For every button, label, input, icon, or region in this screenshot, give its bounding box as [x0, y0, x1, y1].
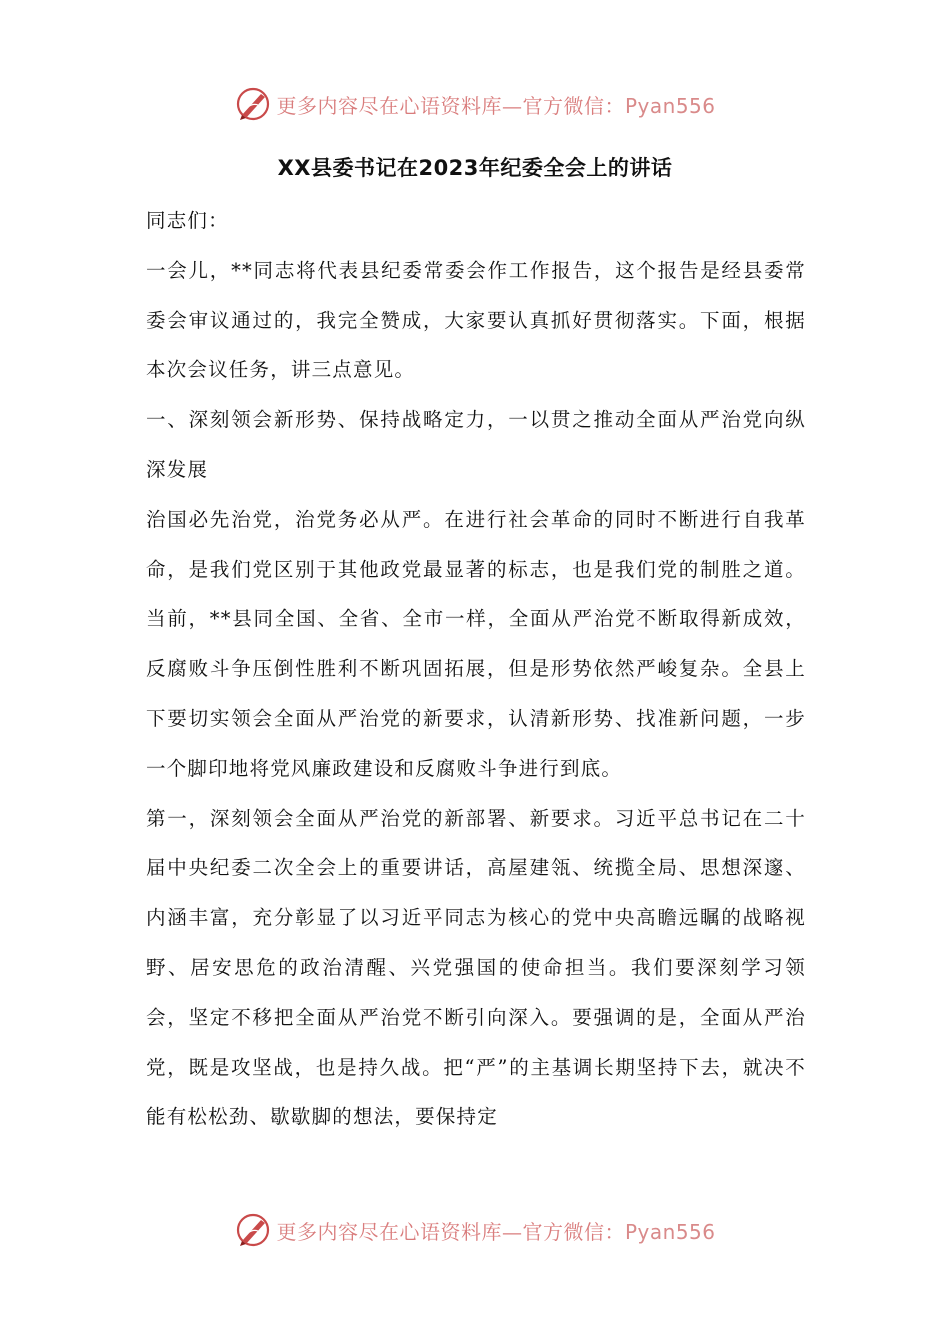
paragraph-intro: 一会儿，**同志将代表县纪委常委会作工作报告，这个报告是经县委常委会审议通过的，我完全赞成，大家要认真抓好贯彻落实。下面，根据本次会议任务，讲三点意见。 [146, 258, 806, 382]
pen-circle-logo-icon [234, 1211, 272, 1249]
pen-circle-logo-icon [234, 85, 272, 123]
paragraph-body: 治国必先治党，治党务必从严。在进行社会革命的同时不断进行自我革命，是我们党区别于其他政党最显著的标志，也是我们党的制胜之道。当前，**县同全国、全省、全市一样，全面从严治党不断取得新成效，反腐败斗争压倒性胜利不断巩固拓展，但是形势依然严峻复杂。全县上下要切实领会全面从严治党的新要求，认清新形势、找准新问题，一步一个脚印地将党风廉政建设和反腐败斗争进行到底。 [146, 507, 806, 780]
header-watermark [0, 82, 950, 126]
footer-watermark [0, 1208, 950, 1252]
watermark-text: 更多内容尽在心语资料库—官方微信：Pyan556 [276, 1219, 716, 1244]
section-heading-1: 一、深刻领会新形势、保持战略定力，一以贯之推动全面从严治党向纵深发展 [146, 408, 806, 481]
document-title: XX县委书记在2023年纪委全会上的讲话 [277, 156, 673, 180]
document-body [146, 196, 806, 1142]
watermark-text: 更多内容尽在心语资料库—官方微信：Pyan556 [276, 93, 716, 118]
paragraph-salutation: 同志们： [146, 209, 229, 232]
paragraph-body: 第一，深刻领会全面从严治党的新部署、新要求。习近平总书记在二十届中央纪委二次全会上的重要讲话，高屋建瓴、统揽全局、思想深邃、内涵丰富，充分彰显了以习近平同志为核心的党中央高瞻远瞩的战略视野、居安思危的政治清醒、兴党强国的使命担当。我们要深刻学习领会，坚定不移把全面从严治党不断引向深入。要强调的是，全面从严治党，既是攻坚战，也是持久战。把“严”的主基调长期坚持下去，就决不能有松松劲、歇歇脚的想法，要保持定 [146, 806, 806, 1129]
